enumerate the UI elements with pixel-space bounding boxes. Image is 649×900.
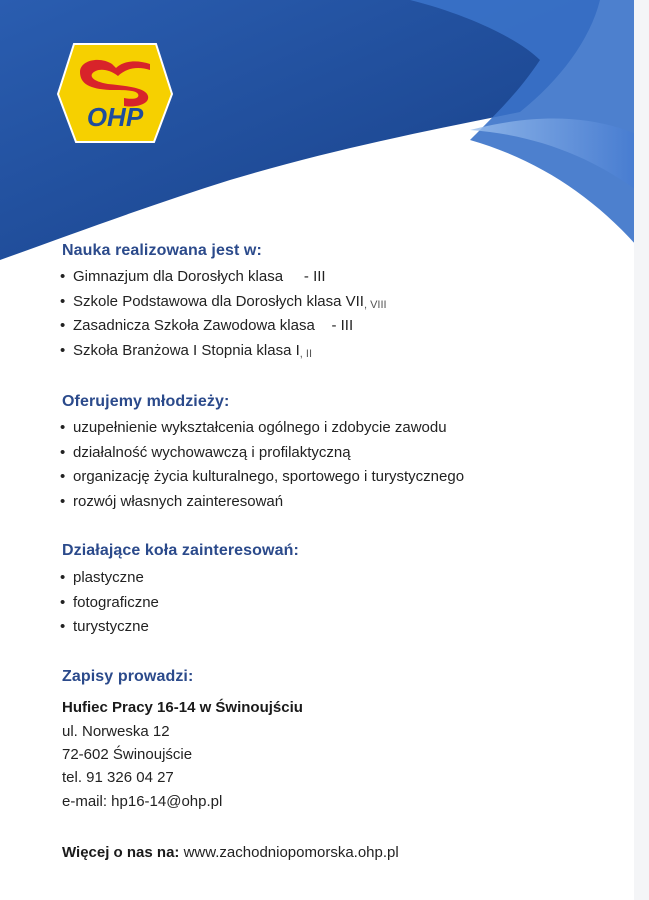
footer-label: Więcej o nas na:	[62, 844, 180, 861]
heading-nauka: Nauka realizowana jest w:	[62, 242, 262, 259]
list-oferujemy	[60, 416, 464, 514]
list-item: • Zasadnicza Szkoła Zawodowa klasa - III	[60, 317, 354, 334]
heading-kola: Działające koła zainteresowań:	[62, 542, 299, 559]
footer-url[interactable]: www.zachodniopomorska.ohp.pl	[183, 844, 399, 861]
list-item: • działalność wychowawczą i profilaktyczną	[60, 443, 351, 461]
email: e-mail: hp16-14@ohp.pl	[62, 793, 223, 810]
list-item: • rozwój własnych zainteresowań	[60, 492, 284, 510]
list-item: • organizację życia kulturalnego, sportowego i turystycznego	[60, 468, 465, 485]
list-nauka	[60, 265, 387, 363]
list-item: • plastyczne	[60, 569, 144, 586]
list-item: • Szkoła Branżowa I Stopnia klasa I, II	[60, 341, 313, 360]
heading-zapisy: Zapisy prowadzi:	[62, 668, 194, 685]
org-name: Hufiec Pracy 16-14 w Świnoujściu	[62, 699, 303, 716]
heading-oferujemy: Oferujemy młodzieży:	[62, 393, 230, 410]
svg-text:OHP: OHP	[86, 102, 144, 132]
footer-more-info	[62, 844, 399, 861]
list-item: • fotograficzne	[60, 593, 159, 611]
address-street: ul. Norweska 12	[62, 723, 170, 740]
list-item: • turystyczne	[60, 618, 149, 635]
list-item: • Gimnazjum dla Dorosłych klasa - III	[60, 268, 326, 285]
list-item: • uzupełnienie wykształcenia ogólnego i zdobycie zawodu	[60, 419, 447, 436]
phone: tel. 91 326 04 27	[62, 769, 174, 786]
list-item: • Szkole Podstawowa dla Dorosłych klasa VII, VIII	[60, 292, 387, 311]
address-city: 72-602 Świnoujście	[62, 746, 193, 763]
list-kola	[60, 566, 159, 640]
